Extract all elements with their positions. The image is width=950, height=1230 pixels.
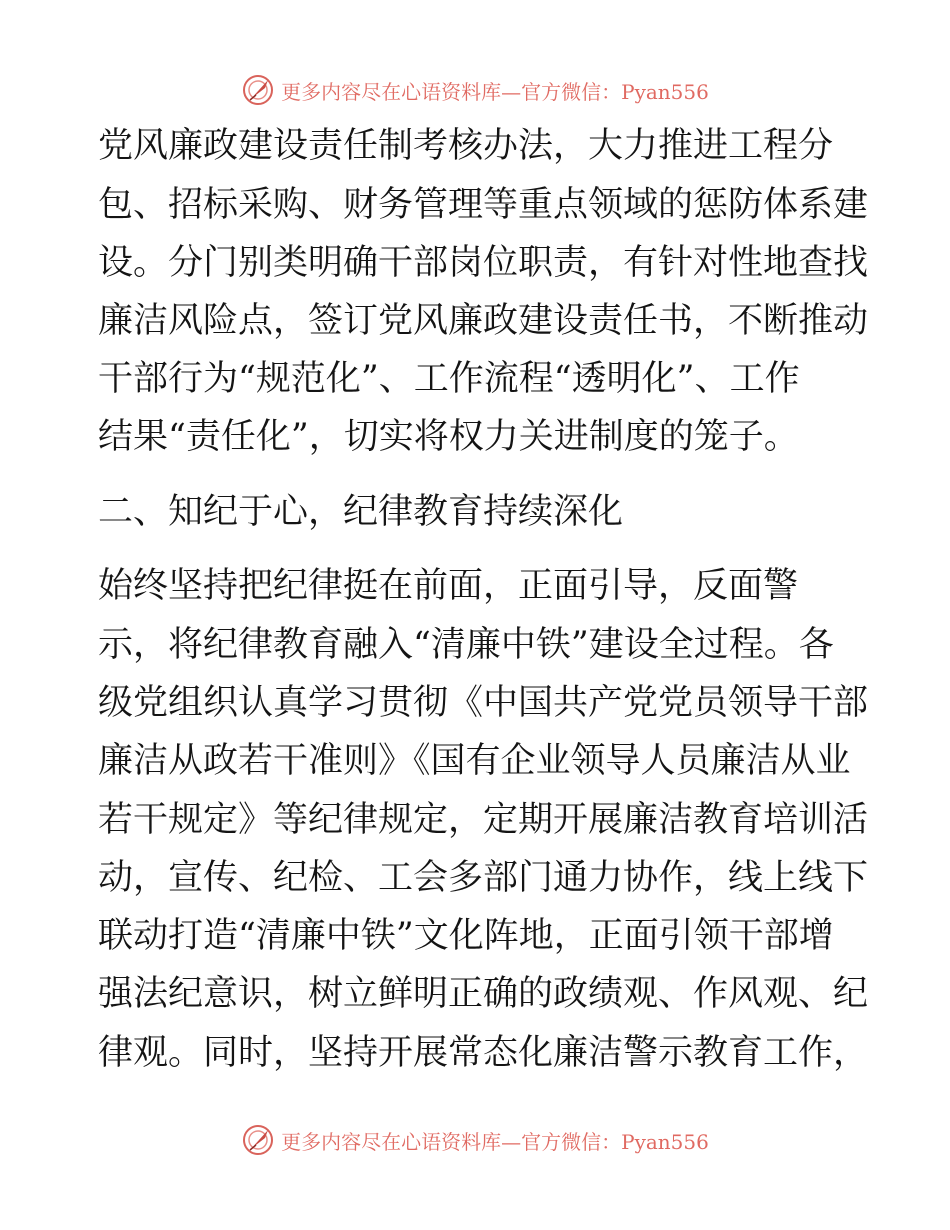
- header-watermark-banner: [0, 70, 950, 110]
- text-line: 动，宣传、纪检、工会多部门通力协作，线上线下: [98, 858, 869, 898]
- text-line: 廉洁风险点，签订党风廉政建设责任书，不断推动: [98, 301, 869, 341]
- text-line: 干部行为“规范化”、工作流程“透明化”、工作: [98, 359, 800, 399]
- quill-logo-icon: [241, 1123, 275, 1157]
- text-line: 律观。同时，坚持开展常态化廉洁警示教育工作，: [98, 1033, 869, 1073]
- wechat-label: 官方微信：: [521, 1129, 622, 1154]
- section-heading: 二、知纪于心，纪律教育持续深化: [98, 492, 624, 532]
- text-line: 结果“责任化”，切实将权力关进制度的笼子。: [98, 417, 799, 457]
- banner-text: [281, 1126, 709, 1155]
- text-line: 若干规定》等纪律规定，定期开展廉洁教育培训活: [98, 800, 869, 840]
- text-line: 示，将纪律教育融入“清廉中铁”建设全过程。各: [98, 625, 834, 665]
- text-line: 强法纪意识，树立鲜明正确的政绩观、作风观、纪: [98, 974, 869, 1014]
- separator: —: [501, 79, 522, 104]
- text-line: 党风廉政建设责任制考核办法，大力推进工程分: [98, 126, 834, 166]
- wechat-id: Pyan556: [621, 1129, 709, 1154]
- text-line: 包、招标采购、财务管理等重点领域的惩防体系建: [98, 185, 869, 225]
- text-line: 廉洁从政若干准则》《国有企业领导人员廉洁从业: [98, 741, 851, 781]
- text-line: 级党组织认真学习贯彻《中国共产党党员领导干部: [98, 683, 869, 723]
- wechat-id: Pyan556: [621, 79, 709, 104]
- text-line: 始终坚持把纪律挺在前面，正面引导，反面警: [98, 566, 799, 606]
- wechat-label: 官方微信：: [521, 79, 622, 104]
- site-name: 更多内容尽在心语资料库: [281, 1129, 502, 1154]
- banner-text: [281, 76, 709, 105]
- text-line: 联动打造“清廉中铁”文化阵地，正面引领干部增: [98, 916, 834, 956]
- separator: —: [501, 1129, 522, 1154]
- text-line: 设。分门别类明确干部岗位职责，有针对性地查找: [98, 243, 869, 283]
- quill-logo-icon: [241, 73, 275, 107]
- site-name: 更多内容尽在心语资料库: [281, 79, 502, 104]
- footer-watermark-banner: [0, 1120, 950, 1160]
